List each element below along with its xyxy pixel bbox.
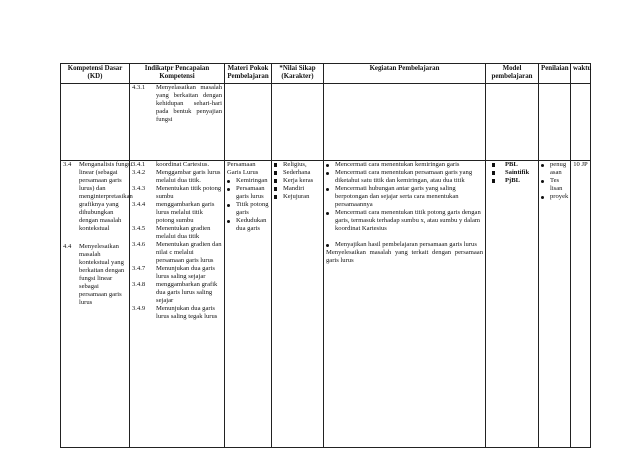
materi-list <box>227 177 269 233</box>
penilaian-cell <box>539 161 571 448</box>
penilaian-list <box>541 161 568 201</box>
bullet-square-icon <box>492 171 495 174</box>
indikator-number: 3.4.3 <box>132 185 146 192</box>
header-penilaian: Penilaian <box>539 64 571 84</box>
kegiatan-cell-empty <box>324 84 486 161</box>
list-item: Tes lisan <box>541 177 568 193</box>
kd-cell <box>61 161 133 448</box>
bullet-square-icon <box>274 187 277 190</box>
indikator-number: 3.4.8 <box>132 281 146 288</box>
kd-item <box>63 243 127 307</box>
indikator-number: 3.4.4 <box>132 201 146 208</box>
indikator-item <box>132 265 222 281</box>
indikator-text: Menyelasaikan masalah yang berkaitan dengan kehidupan sehari-hari pada bentuk penyajian fungsi <box>156 84 222 123</box>
kd-number: 4.4 <box>63 243 72 250</box>
list-item: Saintifik <box>492 169 536 177</box>
bullet-dot-icon <box>541 164 544 167</box>
list-item: Mencermati cara menentukan kemiringan garis <box>326 161 483 169</box>
bullet-square-icon <box>492 163 495 166</box>
list-item: Mencermati cara menentukan titik potong garis dengan garis, termasuk terhadap sumbu x, atau sumbu y dalam koordinat Kartesius <box>326 209 483 233</box>
waktu-value: 10 JP <box>573 161 588 168</box>
bullet-dot-icon <box>326 172 329 175</box>
indikator-number: 3.4.7 <box>132 265 146 272</box>
list-item: Mandiri <box>274 185 321 193</box>
list-item: PjBL <box>492 177 536 185</box>
kd-cell-empty <box>61 84 130 161</box>
list-item: Kedudukan dua garis <box>227 217 269 233</box>
header-kd: Kompetensi Dasar (KD) <box>61 64 130 84</box>
bullet-square-icon <box>274 195 277 198</box>
model-cell-empty <box>486 84 539 161</box>
table-header-row <box>61 64 591 84</box>
list-item: Religius, <box>274 161 321 169</box>
list-item: Kemiringan <box>227 177 269 185</box>
indikator-item <box>132 161 222 169</box>
bullet-dot-icon <box>541 180 544 183</box>
header-indikator: Indikatpr Pencapaian Kompetensi <box>130 64 225 84</box>
kegiatan-footer: Menyelesaikan masalah yang terkait dengan persamaan garis lurus <box>326 249 483 264</box>
bullet-dot-icon <box>326 244 329 247</box>
indikator-number: 3.4.9 <box>132 305 146 312</box>
list-item: Titik potong garis <box>227 201 269 217</box>
list-item: penugasan <box>541 161 568 177</box>
indikator-number: 4.3.1 <box>132 84 146 91</box>
bullet-dot-icon <box>326 164 329 167</box>
table-row <box>61 161 591 448</box>
list-item: Persamaan garis lurus <box>227 185 269 201</box>
bullet-dot-icon <box>326 212 329 215</box>
header-model: Model pembelajaran <box>486 64 539 84</box>
table-row <box>61 84 591 161</box>
bullet-square-icon <box>274 163 277 166</box>
waktu-cell-empty <box>571 84 591 161</box>
list-item: proyek <box>541 193 568 201</box>
indikator-item <box>132 84 222 124</box>
bullet-dot-icon <box>227 220 230 223</box>
header-materi: Materi Pokok Pembelajaran <box>225 64 272 84</box>
nilai-cell <box>272 161 324 448</box>
indikator-item <box>132 185 222 201</box>
indikator-text: Menunjukan dua garis lurus saling tegak lurus <box>156 305 218 320</box>
waktu-cell <box>571 161 591 448</box>
indikator-cell <box>130 84 225 161</box>
indikator-text: menggambarkan garis lurus melalui titik potong sumbu <box>156 201 215 224</box>
indikator-text: koordinat Cartesius. <box>156 161 210 168</box>
kd-item <box>63 161 133 233</box>
nilai-list <box>274 161 321 201</box>
materi-intro: Persamaan Garis Lurus <box>227 161 259 176</box>
list-item: Kerja keras <box>274 177 321 185</box>
list-item: Kejujuran <box>274 193 321 201</box>
kd-text: Menganalisis fungsi linear (sebagai persamaan garis lurus) dan menginterpretasikan grafiknya yang dihubungkan dengan masalah kontekstual <box>79 161 133 232</box>
indikator-item <box>132 305 222 321</box>
indikator-item <box>132 201 222 225</box>
indikator-number: 3.4.2 <box>132 169 146 176</box>
model-list <box>488 161 536 185</box>
model-cell <box>486 161 539 448</box>
materi-cell-empty <box>225 84 272 161</box>
bullet-square-icon <box>492 179 495 182</box>
bullet-dot-icon <box>541 196 544 199</box>
indikator-number: 3.4.6 <box>132 241 146 248</box>
header-waktu: waktu <box>571 64 591 84</box>
kegiatan-cell <box>324 161 486 448</box>
list-item: PBL <box>492 161 536 169</box>
list-item: Sederhana <box>274 169 321 177</box>
indikator-text: Menentukan titik potong sumbu <box>156 185 222 200</box>
indikator-text: menggambarkan grafik dua garis lurus saling sejajar <box>156 281 218 304</box>
rpp-table-page <box>60 63 590 443</box>
bullet-dot-icon <box>326 188 329 191</box>
header-nilai: *Nilai Sikap (Karakter) <box>272 64 324 84</box>
indikator-item <box>132 169 222 185</box>
indikator-text: Menggambar garis lurus melalui dua titik. <box>156 169 221 184</box>
kegiatan-list <box>326 161 483 233</box>
indikator-number: 3.4.1 <box>132 161 146 168</box>
bullet-square-icon <box>274 171 277 174</box>
bullet-dot-icon <box>227 204 230 207</box>
bullet-square-icon <box>274 179 277 182</box>
indikator-text: Menentukan gradien dan nilai c melalui persamaan garis lurus <box>156 241 222 264</box>
learning-plan-table <box>60 63 591 448</box>
bullet-dot-icon <box>227 188 230 191</box>
indikator-item <box>132 225 222 241</box>
bullet-dot-icon <box>227 180 230 183</box>
nilai-cell-empty <box>272 84 324 161</box>
indikator-text: Menunjukan dua garis lurus saling sejajar <box>156 265 215 280</box>
indikator-number: 3.4.5 <box>132 225 146 232</box>
materi-cell <box>225 161 272 448</box>
kd-number: 3.4 <box>63 161 72 168</box>
list-item: Mencermati cara menentukan persamaan garis yang diketahui satu titik dan kemiringan, atau dua titik <box>326 169 483 185</box>
kegiatan-list-extra <box>326 241 483 249</box>
list-item: Mencermati hubungan antar garis yang saling berpotongan dan sejajar serta cara menentukan persamaannya <box>326 185 483 209</box>
header-kegiatan: Kegiatan Pembelajaran <box>324 64 486 84</box>
indikator-text: Menentukan gradien melalui dua titik <box>156 225 211 240</box>
kd-text: Menyelesaikan masalah kontekstual yang berkaitan dengan fungsi linear sebagai persamaan garis lurus <box>79 243 125 306</box>
indikator-cell <box>130 161 225 448</box>
list-item: Menyajikan hasil pembelajaran persamaan garis lurus <box>326 241 483 249</box>
indikator-item <box>132 281 222 305</box>
indikator-item <box>132 241 222 265</box>
penilaian-cell-empty <box>539 84 571 161</box>
